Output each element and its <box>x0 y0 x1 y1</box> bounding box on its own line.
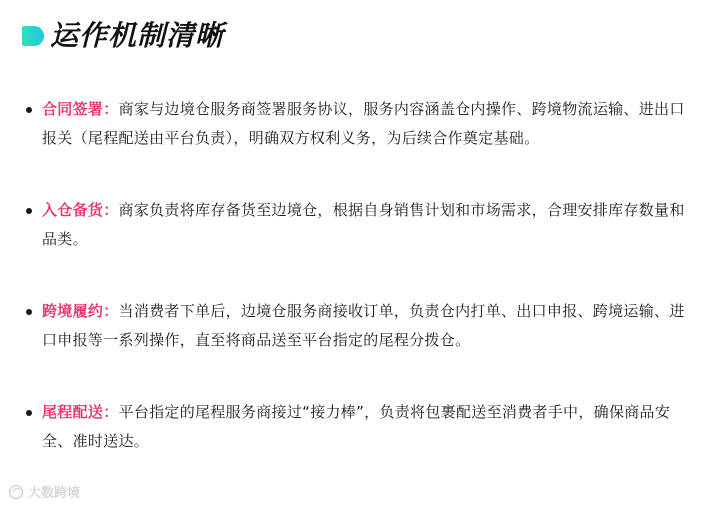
watermark-logo-icon <box>8 482 104 502</box>
item-title: 合同签署： <box>42 100 119 118</box>
list-item-last-mile <box>22 398 692 456</box>
heading-title: 运作机制清晰 <box>50 19 225 52</box>
item-text: 当消费者下单后，边境仓服务商接收订单，负责仓内打单、出口申报、跨境运输、进口申报等一系列操作，直至将商品送至平台指定的尾程分拨仓。 <box>42 302 685 349</box>
bullet-dot-icon <box>26 107 32 113</box>
item-title: 入仓备货： <box>42 201 119 219</box>
section-heading <box>22 16 224 56</box>
item-text: 商家负责将库存备货至边境仓，根据自身销售计划和市场需求，合理安排库存数量和品类。 <box>42 201 685 248</box>
bullet-dot-icon <box>26 208 32 214</box>
item-title: 跨境履约： <box>42 302 119 320</box>
item-text: 商家与边境仓服务商签署服务协议，服务内容涵盖仓内操作、跨境物流运输、进出口报关（尾程配送由平台负责），明确双方权利义务，为后续合作奠定基础。 <box>42 100 685 147</box>
bullet-list <box>22 95 692 456</box>
watermark-text: 大数跨境 <box>28 486 81 501</box>
watermark-logo <box>8 482 104 502</box>
heading-accent-shape <box>22 26 44 46</box>
list-item-contract <box>22 95 692 153</box>
bullet-dot-icon <box>26 410 32 416</box>
item-title: 尾程配送： <box>42 403 119 421</box>
list-item-stocking <box>22 196 692 254</box>
list-item-fulfillment <box>22 297 692 355</box>
bullet-dot-icon <box>26 309 32 315</box>
item-text: 平台指定的尾程服务商接过“接力棒”，负责将包裹配送至消费者手中，确保商品安全、准时送达。 <box>42 403 671 450</box>
